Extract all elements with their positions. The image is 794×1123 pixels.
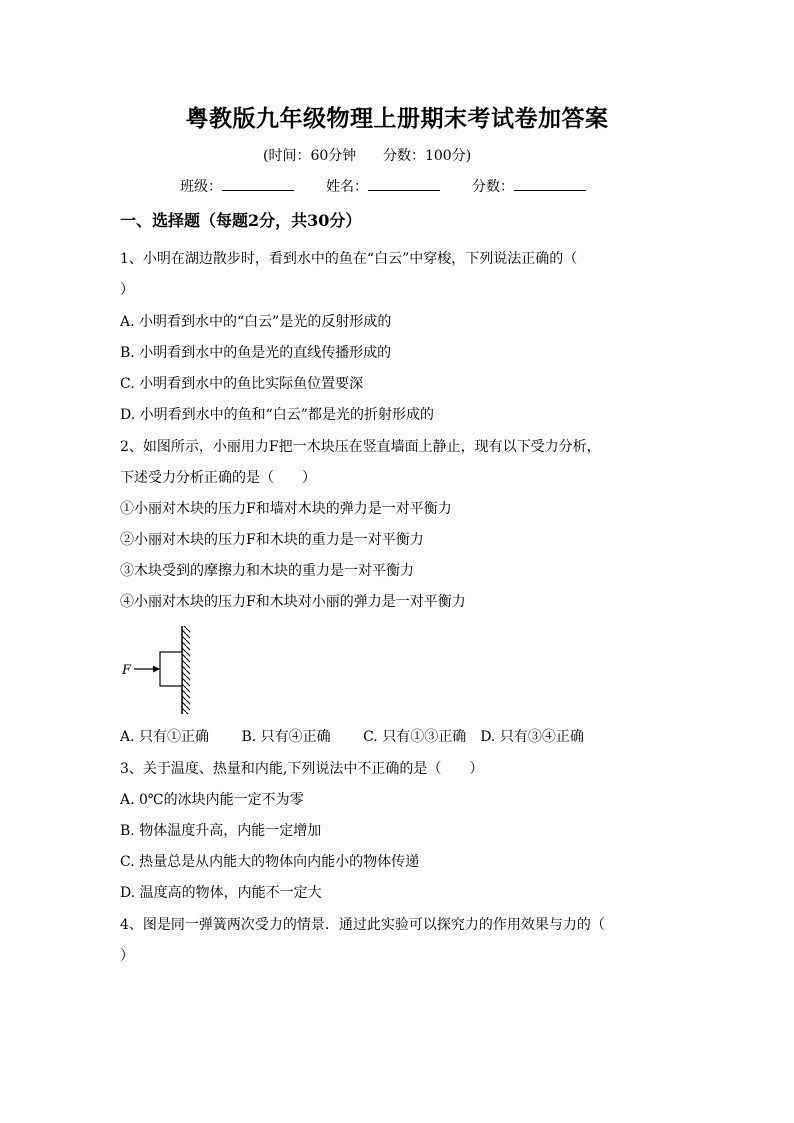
q2-statement-1: ①小丽对木块的压力F和墙对木块的弹力是一对平衡力 <box>120 501 452 517</box>
wooden-block <box>160 652 182 686</box>
q3-option-b: B. 物体温度升高，内能一定增加 <box>120 823 322 839</box>
q2-stem-line-2: 下述受力分析正确的是（ ） <box>120 470 316 486</box>
q4-stem-line-1: 4、图是同一弹簧两次受力的情景．通过此实验可以探究力的作用效果与力的（ <box>120 917 605 933</box>
q4-stem-line-2: ） <box>120 948 134 964</box>
q2-statement-3: ③木块受到的摩擦力和木块的重力是一对平衡力 <box>120 563 414 579</box>
q1-stem-line-2: ） <box>120 282 134 298</box>
wall-hatching <box>182 626 190 714</box>
score-label: 分数： <box>472 179 514 195</box>
force-label: F <box>122 663 132 678</box>
q1-option-b: B. 小明看到水中的鱼是光的直线传播形成的 <box>120 345 392 361</box>
name-blank <box>368 176 440 191</box>
q2-statement-2: ②小丽对木块的压力F和木块的重力是一对平衡力 <box>120 532 424 548</box>
q3-stem: 3、关于温度、热量和内能,下列说法中不正确的是（ ） <box>120 761 484 777</box>
student-info-row <box>180 176 586 196</box>
q2-options: A. 只有①正确 B. 只有④正确 C. 只有①③正确 D. 只有③④正确 <box>120 729 584 745</box>
exam-meta: (时间：60分钟 分数：100分) <box>263 148 472 164</box>
q1-option-d: D. 小明看到水中的鱼和“白云”都是光的折射形成的 <box>120 407 434 423</box>
score-blank <box>514 176 586 191</box>
wall-block-figure <box>120 622 200 718</box>
q3-option-d: D. 温度高的物体，内能不一定大 <box>120 885 322 901</box>
q2-statement-4: ④小丽对木块的压力F和木块对小丽的弹力是一对平衡力 <box>120 594 466 610</box>
q1-option-a: A. 小明看到水中的“白云”是光的反射形成的 <box>120 314 392 330</box>
q1-stem-line-1: 1、小明在湖边散步时，看到水中的鱼在“白云”中穿梭，下列说法正确的（ <box>120 251 578 267</box>
section-heading: 一、选择题（每题2分，共30分） <box>120 211 362 230</box>
class-label: 班级： <box>180 179 222 195</box>
force-arrowhead <box>153 666 160 673</box>
q3-option-a: A. 0℃的冰块内能一定不为零 <box>120 792 304 808</box>
class-blank <box>222 176 294 191</box>
q3-option-c: C. 热量总是从内能大的物体向内能小的物体传递 <box>120 854 420 870</box>
q1-option-c: C. 小明看到水中的鱼比实际鱼位置要深 <box>120 376 364 392</box>
name-label: 姓名： <box>326 179 368 195</box>
q2-stem-line-1: 2、如图所示，小丽用力F把一木块压在竖直墙面上静止，现有以下受力分析， <box>120 439 601 455</box>
page-title: 粤教版九年级物理上册期末考试卷加答案 <box>185 105 609 132</box>
